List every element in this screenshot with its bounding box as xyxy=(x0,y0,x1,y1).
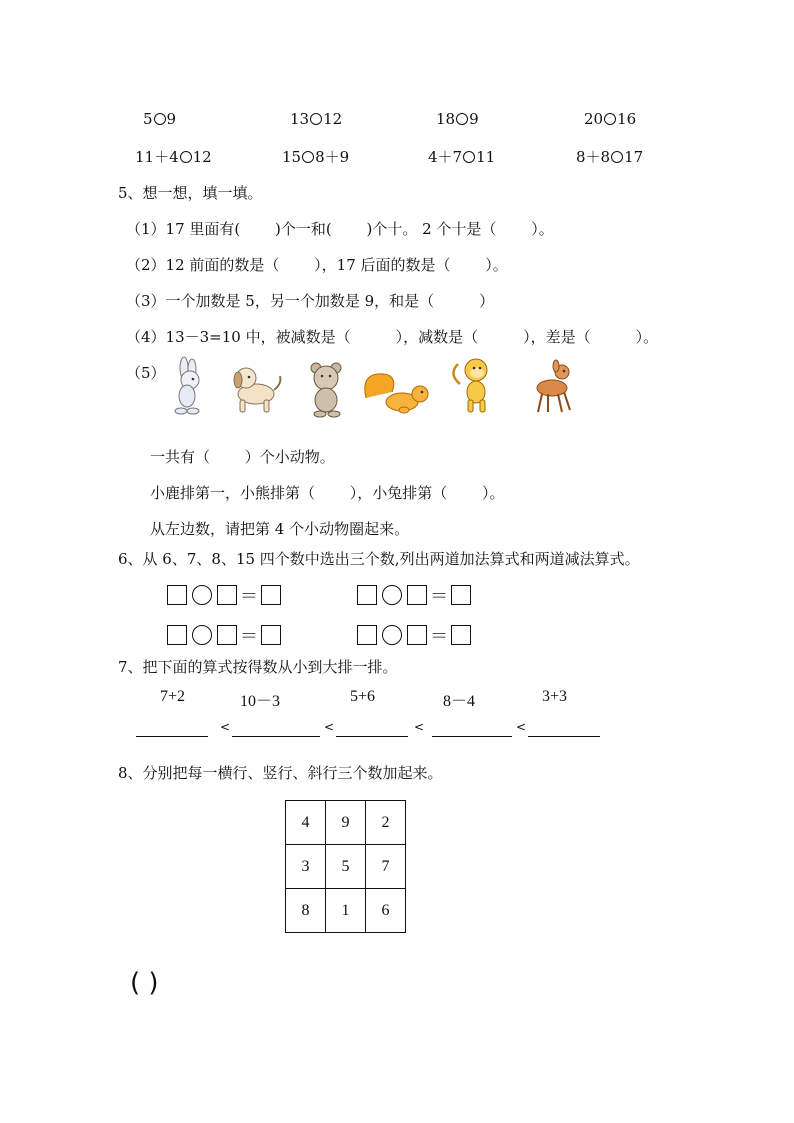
equals-sign: ＝ xyxy=(430,626,448,647)
equation-row xyxy=(357,582,471,608)
grid-cell: 4 xyxy=(286,801,326,845)
compare-circle[interactable] xyxy=(302,151,314,163)
compare-right: 12 xyxy=(323,110,343,128)
compare-item xyxy=(584,110,636,128)
compare-right: 12 xyxy=(192,148,212,166)
grid-cell: 3 xyxy=(286,845,326,889)
q5-item-5-label: （5） xyxy=(126,364,166,382)
compare-circle[interactable] xyxy=(180,151,192,163)
grid-cell: 8 xyxy=(286,889,326,933)
q5-title: 5、想一想，填一填。 xyxy=(118,184,263,202)
bear-icon[interactable] xyxy=(298,358,358,418)
operator-circle[interactable] xyxy=(192,585,212,605)
q7-lt-1: < xyxy=(220,720,231,734)
grid-cell: 7 xyxy=(366,845,406,889)
operator-circle[interactable] xyxy=(382,585,402,605)
compare-left: 20 xyxy=(584,110,604,128)
compare-left: 4＋7 xyxy=(428,148,463,166)
grid-cell: 2 xyxy=(366,801,406,845)
grid-cell: 1 xyxy=(326,889,366,933)
answer-box[interactable] xyxy=(451,585,471,605)
q6-title: 6、从 6、7、8、15 四个数中选出三个数,列出两道加法算式和两道减法算式。 xyxy=(118,550,640,568)
compare-circle[interactable] xyxy=(456,113,468,125)
q7-lt-4: < xyxy=(516,720,527,734)
equation-row xyxy=(357,622,471,648)
compare-item xyxy=(290,110,342,128)
q5-item-3: （3）一个加数是 5，另一个加数是 9，和是（ ） xyxy=(126,292,495,310)
equation-row xyxy=(167,622,281,648)
compare-right: 9 xyxy=(166,110,177,128)
q5-line-2: 小鹿排第一，小熊排第（ ），小兔排第（ ）。 xyxy=(150,484,505,502)
compare-left: 15 xyxy=(282,148,302,166)
q7-expr-2: 10－3 xyxy=(240,693,281,710)
magic-square-grid xyxy=(285,800,406,933)
q7-lt-2: < xyxy=(324,720,335,734)
operator-circle[interactable] xyxy=(382,625,402,645)
q7-expr-5: 3+3 xyxy=(542,688,568,705)
q7-blank-2[interactable] xyxy=(232,722,320,737)
answer-box[interactable] xyxy=(261,625,281,645)
compare-item xyxy=(436,110,479,128)
equation-row xyxy=(167,582,281,608)
answer-box[interactable] xyxy=(217,625,237,645)
compare-item xyxy=(135,146,212,167)
compare-left: 8＋8 xyxy=(576,148,611,166)
compare-right: 9 xyxy=(469,110,479,128)
answer-box[interactable] xyxy=(407,585,427,605)
operator-circle[interactable] xyxy=(192,625,212,645)
answer-box[interactable] xyxy=(357,625,377,645)
q7-blank-3[interactable] xyxy=(336,722,408,737)
compare-circle[interactable] xyxy=(154,113,166,125)
compare-circle[interactable] xyxy=(463,151,475,163)
grid-cell: 9 xyxy=(326,801,366,845)
compare-item xyxy=(576,146,643,167)
answer-box[interactable] xyxy=(407,625,427,645)
equals-sign: ＝ xyxy=(240,626,258,647)
compare-circle[interactable] xyxy=(310,113,322,125)
compare-left: 5 xyxy=(143,110,153,128)
compare-right: 11 xyxy=(476,148,496,166)
q5-item-4: （4）13－3=10 中，被减数是（ ），减数是（ ），差是（ ）。 xyxy=(126,328,659,346)
compare-right: 8＋9 xyxy=(315,148,350,166)
answer-box[interactable] xyxy=(451,625,471,645)
q5-item-1: （1）17 里面有( )个一和( )个十。 2 个十是（ ）。 xyxy=(126,220,554,238)
answer-box[interactable] xyxy=(167,585,187,605)
monkey-icon[interactable] xyxy=(446,354,506,414)
q7-blank-5[interactable] xyxy=(528,722,600,737)
squirrel-icon[interactable] xyxy=(360,358,436,418)
equals-sign: ＝ xyxy=(240,586,258,607)
compare-circle[interactable] xyxy=(604,113,616,125)
q7-title: 7、把下面的算式按得数从小到大排一排。 xyxy=(118,658,398,676)
rabbit-icon[interactable] xyxy=(160,356,220,416)
q8-title: 8、分别把每一横行、竖行、斜行三个数加起来。 xyxy=(118,764,443,782)
q7-blank-1[interactable] xyxy=(136,722,208,737)
q5-line-1: 一共有（ ）个小动物。 xyxy=(150,448,335,466)
q7-expr-1: 7+2 xyxy=(160,688,186,705)
q7-expr-4: 8－4 xyxy=(443,693,476,710)
compare-item xyxy=(428,146,495,167)
compare-left: 13 xyxy=(290,110,310,128)
grid-cell: 6 xyxy=(366,889,406,933)
compare-item xyxy=(143,110,176,128)
puppy-icon[interactable] xyxy=(224,358,284,418)
grid-cell: 5 xyxy=(326,845,366,889)
equals-sign: ＝ xyxy=(430,586,448,607)
q7-blank-4[interactable] xyxy=(432,722,512,737)
answer-box[interactable] xyxy=(357,585,377,605)
answer-box[interactable] xyxy=(217,585,237,605)
compare-left: 11＋4 xyxy=(135,148,179,166)
answer-box[interactable] xyxy=(167,625,187,645)
answer-box[interactable] xyxy=(261,585,281,605)
compare-circle[interactable] xyxy=(611,151,623,163)
q7-expr-3: 5+6 xyxy=(350,688,376,705)
compare-right: 17 xyxy=(624,148,644,166)
answer-parentheses[interactable]: ( ) xyxy=(130,968,159,998)
compare-item xyxy=(282,146,349,167)
q5-item-2: （2）12 前面的数是（ ），17 后面的数是（ ）。 xyxy=(126,256,508,274)
deer-icon[interactable] xyxy=(522,356,582,416)
q5-line-3: 从左边数，请把第 4 个小动物圈起来。 xyxy=(150,520,410,538)
q7-lt-3: < xyxy=(414,720,425,734)
compare-right: 16 xyxy=(617,110,637,128)
compare-left: 18 xyxy=(436,110,456,128)
